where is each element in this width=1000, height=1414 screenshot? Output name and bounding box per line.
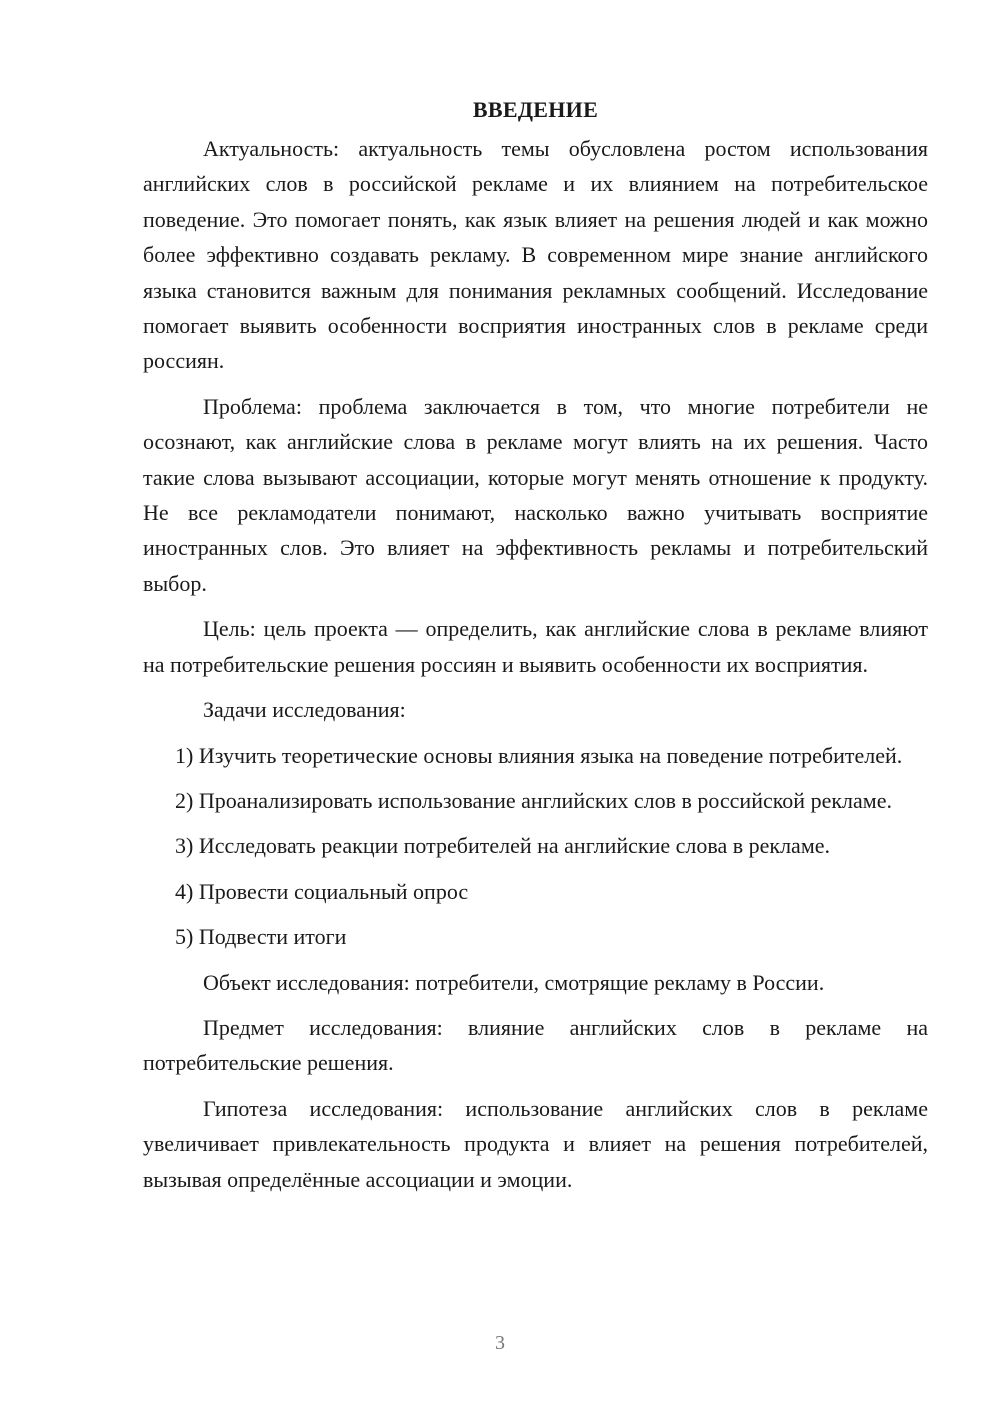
goal-paragraph: Цель: цель проекта — определить, как английские слова в рекламе влияют на потребительские решения россиян и выявить особенности их восприятия.	[143, 616, 928, 677]
task-item: 5) Подвести итоги	[175, 924, 347, 950]
page-number: 3	[495, 1332, 505, 1354]
object-paragraph: Объект исследования: потребители, смотрящие рекламу в России.	[203, 969, 825, 995]
subject-paragraph: Предмет исследования: влияние английских слов в рекламе на потребительские решения.	[143, 1014, 928, 1076]
task-item: 3) Исследовать реакции потребителей на английские слова в рекламе.	[175, 833, 831, 859]
section-heading: ВВЕДЕНИЕ	[472, 97, 599, 122]
hypothesis-paragraph: Гипотеза исследования: использование английских слов в рекламе увеличивает привлекательность продукта и влияет на решения потребителей, вызывая определённые ассоциации и эмоции.	[143, 1095, 928, 1192]
problem-paragraph: Проблема: проблема заключается в том, что многие потребители не осознают, как английские слова в рекламе могут влиять на их решения. Часто такие слова вызывают ассоциации, которые могут менять отношение к продукту. Не все рекламодатели понимают, насколько важно учитывать восприятие иностранных слов. Это влияет на эффективность рекламы и потребительский выбор.	[143, 393, 928, 596]
tasks-title: Задачи исследования:	[203, 697, 406, 723]
task-item: 1) Изучить теоретические основы влияния языка на поведение потребителей.	[175, 742, 903, 768]
document-page	[143, 92, 928, 1207]
tasks-list	[143, 738, 928, 955]
task-item: 2) Проанализировать использование английских слов в российской рекламе.	[175, 787, 892, 813]
relevance-paragraph: Актуальность: актуальность темы обусловлена ростом использования английских слов в российской рекламе и их влиянием на потребительское поведение. Это помогает понять, как язык влияет на решения людей и как можно более эффективно создавать рекламу. В современном мире знание английского языка становится важным для понимания рекламных сообщений. Исследование помогает выявить особенности восприятия иностранных слов в рекламе среди россиян.	[143, 136, 928, 374]
task-item: 4) Провести социальный опрос	[175, 878, 469, 904]
